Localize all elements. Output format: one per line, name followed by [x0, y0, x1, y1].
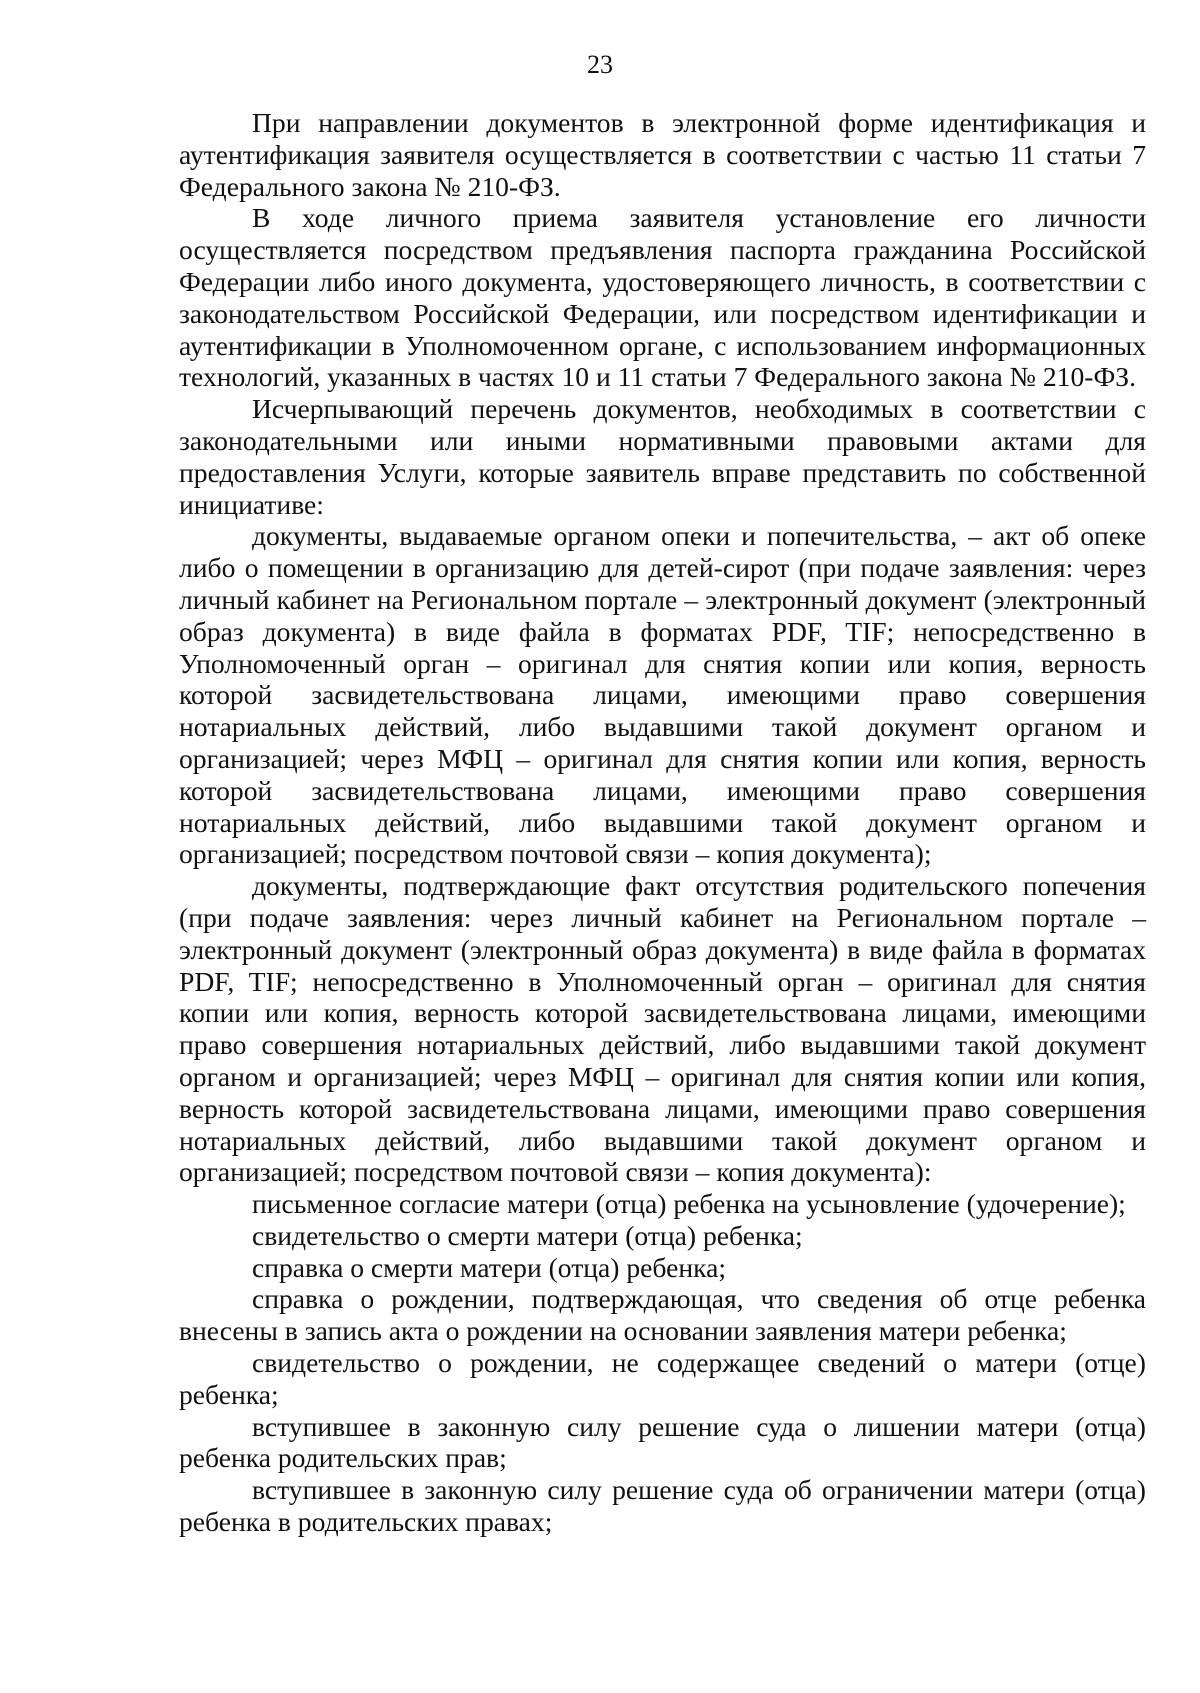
list-item: письменное согласие матери (отца) ребенка на усыновление (удочерение); [252, 1188, 1126, 1220]
list-item: вступившее в законную силу решение суда о лишении матери (отца) ребенка родительских прав; [179, 1410, 1146, 1474]
paragraph: документы, подтверждающие факт отсутствия родительского попечения (при подаче заявления: через личный кабинет на Региональном портале – электронный документ (электронный образ документа) в виде файла в форматах PDF, TIF; непосредственно в Уполномоченный орган – оригинал для снятия копии или копия, верность которой засвидетельствована лицами, имеющими право совершения нотариальных действий, либо выдавшими такой документ органом и организацией; через МФЦ – оригинал для снятия копии или копия, верность которой засвидетельствована лицами, имеющими право совершения нотариальных действий, либо выдавшими такой документ органом и организацией; посредством почтовой связи – копия документа): [179, 870, 1146, 1188]
paragraph: Исчерпывающий перечень документов, необходимых в соответствии с законодательными или иными нормативными правовыми актами для предоставления Услуги, которые заявитель вправе представить по собственной инициативе: [179, 393, 1146, 520]
paragraph: В ходе личного приема заявителя установление его личности осуществляется посредством предъявления паспорта гражданина Российской Федерации либо иного документа, удостоверяющего личность, в соответствии с законодательством Российской Федерации, или посредством идентификации и аутентификации в Уполномоченном органе, с использованием информационных технологий, указанных в частях 10 и 11 статьи 7 Федерального закона № 210-ФЗ. [179, 202, 1146, 393]
paragraph: документы, выдаваемые органом опеки и попечительства, – акт об опеке либо о помещении в организацию для детей-сирот (при подаче заявления: через личный кабинет на Региональном портале – электронный документ (электронный образ документа) в виде файла в форматах PDF, TIF; непосредственно в Уполномоченный орган – оригинал для снятия копии или копия, верность которой засвидетельствована лицами, имеющими право совершения нотариальных действий, либо выдавшими такой документ органом и организацией; через МФЦ – оригинал для снятия копии или копия, верность которой засвидетельствована лицами, имеющими право совершения нотариальных действий, либо выдавшими такой документ органом и организацией; посредством почтовой связи – копия документа); [179, 520, 1146, 870]
list-item: справка о рождении, подтверждающая, что сведения об отце ребенка внесены в запись акта о рождении на основании заявления матери ребенка; [179, 1283, 1146, 1347]
list-item: свидетельство о смерти матери (отца) ребенка; [252, 1219, 803, 1251]
document-body [179, 107, 1146, 1538]
list-item: свидетельство о рождении, не содержащее сведений о матери (отце) ребенка; [179, 1347, 1146, 1410]
list-item: вступившее в законную силу решение суда об ограничении матери (отца) ребенка в родительских правах; [179, 1474, 1146, 1538]
page-number: 23 [587, 50, 613, 79]
paragraph: При направлении документов в электронной форме идентификация и аутентификация заявителя осуществляется в соответствии с частью 11 статьи 7 Федерального закона № 210-ФЗ. [179, 107, 1146, 202]
list-item: справка о смерти матери (отца) ребенка; [252, 1251, 727, 1283]
